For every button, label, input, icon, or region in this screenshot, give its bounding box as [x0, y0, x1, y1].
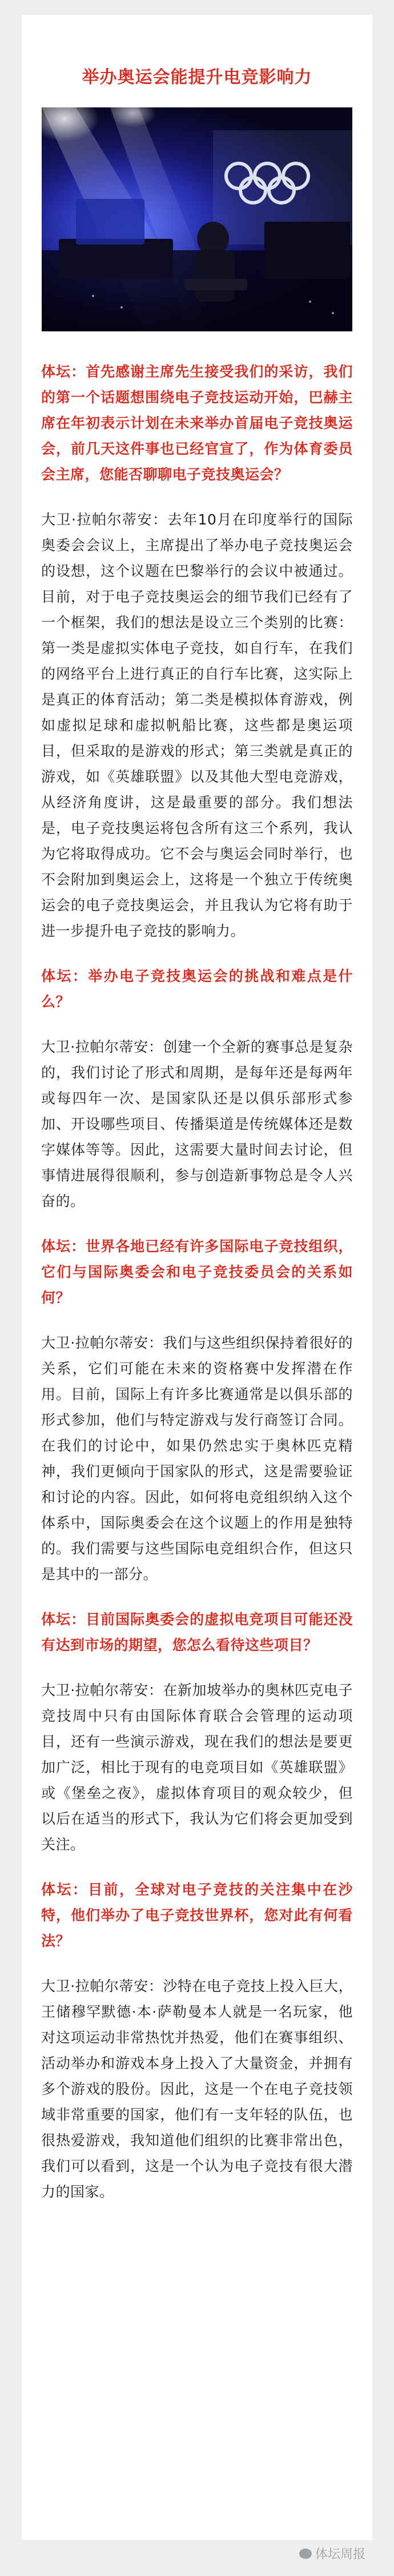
qa-block [41, 1607, 353, 1857]
watermark [299, 2545, 365, 2562]
weibo-icon [299, 2549, 312, 2559]
question-text: 体坛：目前国际奥委会的虚拟电竞项目可能还没有达到市场的期望，您怎么看待这些项目？ [41, 1611, 353, 1653]
question-text: 体坛：世界各地已经有许多国际电子竞技组织，它们与国际奥委会和电子竞技委员会的关系如何？ [41, 1238, 353, 1306]
hero-image [42, 107, 352, 331]
hero-image-illustration [42, 107, 352, 331]
qa-block [41, 1877, 353, 2205]
qa-block [41, 963, 353, 1214]
question-text: 体坛：举办电子竞技奥运会的挑战和难点是什么？ [41, 968, 353, 1010]
answer-text: 大卫·拉帕尔蒂安：在新加坡举办的奥林匹克电子竞技周中只有由国际体育联合会管理的运动项目，还有一些演示游戏，现在我们的想法是要更加广泛，相比于现有的电竞项目如《英雄联盟》或《堡垒之夜》，虚拟体育项目的观众较少，但以后在适当的形式下，我认为它们将会更加受到关注。 [41, 1682, 353, 1853]
question-text: 体坛：目前，全球对电子竞技的关注集中在沙特，他们举办了电子竞技世界杯，您对此有何看法？ [41, 1881, 353, 1949]
watermark-text: 体坛周报 [315, 2547, 365, 2562]
answer-text: 大卫·拉帕尔蒂安：去年10月在印度举行的国际奥委会会议上，主席提出了举办电子竞技奥运会的设想，这个议题在巴黎举行的会议中被通过。目前，对于电子竞技奥运会的细节我们已经有了一个框架，我们的想法是设立三个类别的比赛：第一类是虚拟实体电子竞技，如自行车，在我们的网络平台上进行真正的自行车比赛，这实际上是真正的体育活动；第二类是模拟体育游戏，例如虚拟足球和虚拟帆船比赛，这些都是奥运项目，但采取的是游戏的形式；第三类就是真正的游戏，如《英雄联盟》以及其他大型电竞游戏，从经济角度讲，这是最重要的部分。我们想法是，电子竞技奥运将包含所有这三个系列，我认为它将取得成功。它不会与奥运会同时举行，也不会附加到奥运会上，这将是一个独立于传统奥运会的电子竞技奥运会，并且我认为它将有助于进一步提升电子竞技的影响力。 [41, 511, 353, 939]
article-panel [22, 15, 372, 2540]
answer-text: 大卫·拉帕尔蒂安：创建一个全新的赛事总是复杂的，我们讨论了形式和周期，是每年还是每两年或每四年一次、是国家队还是以俱乐部形式参加、开设哪些项目、传播渠道是传统媒体还是数字媒体等等。因此，这需要大量时间去讨论，但事情进展得很顺利，参与创造新事物总是令人兴奋的。 [41, 1039, 353, 1209]
qa-block [41, 359, 353, 944]
qa-list [41, 359, 353, 2205]
article-title: 举办奥运会能提升电竞影响力 [82, 67, 312, 87]
answer-text: 大卫·拉帕尔蒂安：我们与这些组织保持着很好的关系，它们可能在未来的资格赛中发挥潜在作用。目前，国际上有许多比赛通常是以俱乐部的形式参加，他们与特定游戏与发行商签订合同。在我们的讨论中，如果仍然忠实于奥林匹克精神，我们更倾向于国家队的形式，这是需要验证和讨论的内容。因此，如何将电竞组织纳入这个体系中，国际奥委会在这个议题上的作用是独特的。我们需要与这些国际电竞组织合作，但这只是其中的一部分。 [41, 1335, 353, 1583]
question-text: 体坛：首先感谢主席先生接受我们的采访，我们的第一个话题想围绕电子竞技运动开始，巴赫主席在年初表示计划在未来举办首届电子竞技奥运会，前几天这件事也已经官宣了，作为体育委员会主席，您能否聊聊电子竞技奥运会？ [41, 363, 353, 483]
qa-block [41, 1233, 353, 1587]
answer-text: 大卫·拉帕尔蒂安：沙特在电子竞技上投入巨大，王储穆罕默德·本·萨勒曼本人就是一名玩家，他对这项运动非常热忱并热爱，他们在赛事组织、活动举办和游戏本身上投入了大量资金，并拥有多个游戏的股份。因此，这是一个在电子竞技领域非常重要的国家，他们有一支年轻的队伍，也很热爱游戏，我知道他们组织的比赛非常出色，我们可以看到，这是一个认为电子竞技有很大潜力的国家。 [41, 1978, 353, 2200]
